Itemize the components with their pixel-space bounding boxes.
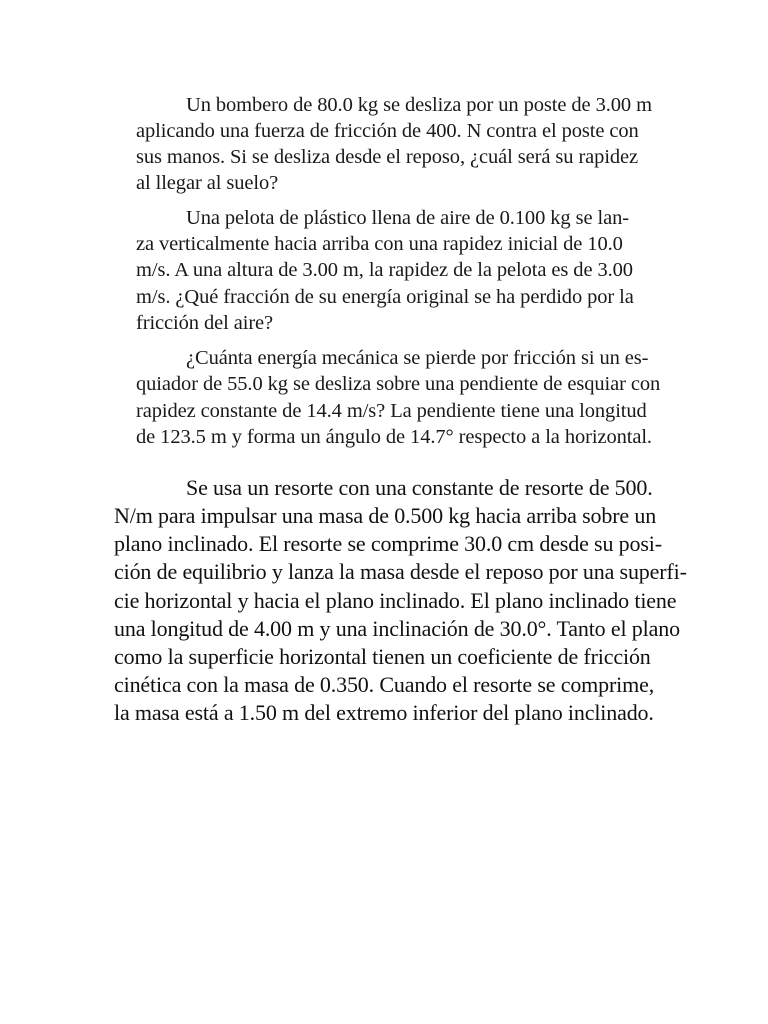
problem-2-line-5: fricción del aire? [136, 312, 274, 334]
problem-2-line-1: Una pelota de plástico llena de aire de 0.100 kg se lan- [186, 207, 629, 229]
problem-3-line-2: quiador de 55.0 kg se desliza sobre una pendiente de esquiar con [136, 373, 661, 395]
problem-4-line-8: cinética con la masa de 0.350. Cuando el resorte se comprime, [114, 672, 655, 697]
problem-1-line-3: sus manos. Si se desliza desde el reposo, ¿cuál será su rapidez [136, 146, 639, 168]
problem-2-line-4: m/s. ¿Qué fracción de su energía original se ha perdido por la [136, 286, 634, 308]
problem-2-line-3: m/s. A una altura de 3.00 m, la rapidez de la pelota es de 3.00 [136, 259, 633, 281]
problem-4-line-2: N/m para impulsar una masa de 0.500 kg hacia arriba sobre un [114, 503, 657, 528]
problem-4-line-9: la masa está a 1.50 m del extremo inferior del plano inclinado. [114, 700, 654, 725]
problem-4-line-6: una longitud de 4.00 m y una inclinación de 30.0°. Tanto el plano [114, 616, 680, 641]
problem-4-line-1: Se usa un resorte con una constante de resorte de 500. [186, 475, 653, 500]
problem-4-line-5: cie horizontal y hacia el plano inclinado. El plano inclinado tiene [114, 588, 677, 613]
problem-1-line-2: aplicando una fuerza de fricción de 400. N contra el poste con [136, 120, 639, 142]
problem-3-line-4: de 123.5 m y forma un ángulo de 14.7° respecto a la horizontal. [136, 426, 652, 448]
problem-4-line-3: plano inclinado. El resorte se comprime 30.0 cm desde su posi- [114, 531, 662, 556]
problem-4-line-7: como la superficie horizontal tienen un coeficiente de fricción [114, 644, 651, 669]
problem-1-line-4: al llegar al suelo? [136, 172, 279, 194]
problem-2-line-2: za verticalmente hacia arriba con una rapidez inicial de 10.0 [136, 233, 623, 255]
problem-4-line-4: ción de equilibrio y lanza la masa desde el reposo por una superfi- [114, 559, 687, 584]
problem-3-line-3: rapidez constante de 14.4 m/s? La pendiente tiene una longitud [136, 400, 647, 422]
problem-1-line-1: Un bombero de 80.0 kg se desliza por un poste de 3.00 m [186, 94, 652, 116]
problem-3-line-1: ¿Cuánta energía mecánica se pierde por fricción si un es- [186, 347, 649, 369]
